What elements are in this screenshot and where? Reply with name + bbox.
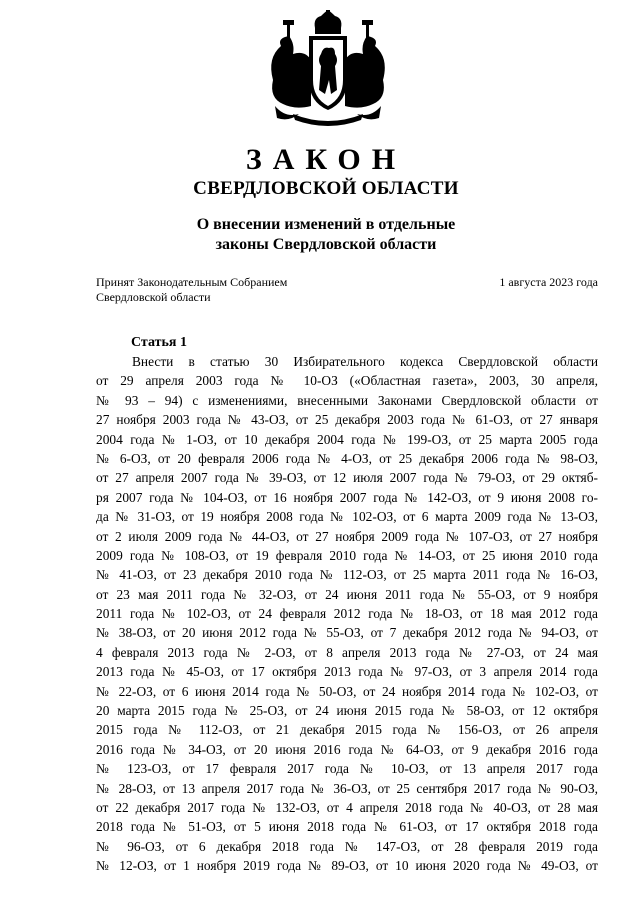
- article-text-line: от 23 мая 2011 года № 32-ОЗ, от 24 июня 2011 года № 55-ОЗ, от 9 ноября: [96, 586, 598, 602]
- article-text-line: 2004 года № 1-ОЗ, от 10 декабря 2004 года № 199-ОЗ, от 25 марта 2005 года: [96, 431, 598, 447]
- adoption-date: 1 августа 2023 года: [499, 275, 598, 289]
- article-text-line: ря 2007 года № 104-ОЗ, от 16 ноября 2007 года № 142-ОЗ, от 9 июня 2008 го-: [96, 489, 598, 505]
- article-text-line: от 22 декабря 2017 года № 132-ОЗ, от 4 апреля 2018 года № 40-ОЗ, от 28 мая: [96, 799, 598, 815]
- article-text-line: 2011 года № 102-ОЗ, от 24 февраля 2012 года № 18-ОЗ, от 18 мая 2012 года: [96, 606, 598, 622]
- article-text-line: № 28-ОЗ, от 13 апреля 2017 года № 36-ОЗ, от 25 сентября 2017 года № 90-ОЗ,: [96, 780, 598, 796]
- article-text-line: № 96-ОЗ, от 6 декабря 2018 года № 147-ОЗ, от 28 февраля 2019 года: [96, 838, 598, 854]
- article-text-line: 2015 года № 112-ОЗ, от 21 декабря 2015 года № 156-ОЗ, от 26 апреля: [96, 722, 598, 738]
- article-text-line: 2009 года № 108-ОЗ, от 19 февраля 2010 года № 14-ОЗ, от 25 июня 2010 года: [96, 547, 598, 563]
- article-text-line: да № 31-ОЗ, от 19 ноября 2008 года № 102-ОЗ, от 6 марта 2009 года № 13-ОЗ,: [96, 509, 598, 525]
- adoption-body: [96, 275, 287, 305]
- article-text-line: 2013 года № 45-ОЗ, от 17 октября 2013 года № 97-ОЗ, от 3 апреля 2014 года: [96, 664, 598, 680]
- article-text-line: № 41-ОЗ, от 23 декабря 2010 года № 112-ОЗ, от 25 марта 2011 года № 16-ОЗ,: [96, 567, 598, 583]
- article-text-line: Внести в статью 30 Избирательного кодекса Свердловской области: [132, 354, 598, 369]
- article-text-line: 27 ноября 2003 года № 43-ОЗ, от 25 декабря 2003 года № 61-ОЗ, от 27 января: [96, 412, 598, 428]
- region-title: СВЕРДЛОВСКОЙ ОБЛАСТИ: [193, 178, 459, 199]
- article-text-line: № 123-ОЗ, от 17 февраля 2017 года № 10-ОЗ, от 13 апреля 2017 года: [96, 761, 598, 777]
- article-text-line: от 29 апреля 2003 года № 10-ОЗ («Областная газета», 2003, 30 апреля,: [96, 373, 598, 389]
- article-text-line: № 93 – 94) с изменениями, внесенными Законами Свердловской области от: [96, 392, 598, 408]
- law-subtitle: [0, 215, 640, 255]
- adoption-line: Принят Законодательным Собранием: [96, 275, 288, 289]
- article-text-line: № 22-ОЗ, от 6 июня 2014 года № 50-ОЗ, от 24 ноября 2014 года № 102-ОЗ, от: [96, 683, 598, 699]
- article-text-line: № 6-ОЗ, от 20 февраля 2006 года № 4-ОЗ, от 25 декабря 2006 года № 98-ОЗ,: [96, 450, 598, 466]
- article-heading: Статья 1: [131, 335, 187, 350]
- document-type-title: ЗАКОН: [245, 143, 407, 176]
- subtitle-line: законы Свердловской области: [215, 236, 437, 253]
- adoption-line: Свердловской области: [96, 290, 211, 304]
- coat-of-arms-emblem: [265, 10, 391, 128]
- article-text-line: № 38-ОЗ, от 20 июня 2012 года № 55-ОЗ, от 7 декабря 2012 года № 94-ОЗ, от: [96, 625, 598, 641]
- article-text-line: 4 февраля 2013 года № 2-ОЗ, от 8 апреля 2013 года № 27-ОЗ, от 24 мая: [96, 644, 598, 660]
- article-text-line: от 27 апреля 2007 года № 39-ОЗ, от 12 июля 2007 года № 79-ОЗ, от 29 октяб-: [96, 470, 598, 486]
- article-text-line: 2018 года № 51-ОЗ, от 5 июня 2018 года № 61-ОЗ, от 17 октября 2018 года: [96, 819, 598, 835]
- article-text-line: 20 марта 2015 года № 25-ОЗ, от 24 июня 2015 года № 58-ОЗ, от 12 октября: [96, 703, 598, 719]
- article-text-line: № 12-ОЗ, от 1 ноября 2019 года № 89-ОЗ, от 10 июня 2020 года № 49-ОЗ, от: [96, 858, 598, 874]
- article-text-line: 2016 года № 34-ОЗ, от 20 июня 2016 года № 64-ОЗ, от 9 декабря 2016 года: [96, 741, 598, 757]
- article-body: [96, 352, 598, 876]
- subtitle-line: О внесении изменений в отдельные: [196, 216, 456, 233]
- article-text-line: от 2 июля 2009 года № 44-ОЗ, от 27 ноября 2009 года № 107-ОЗ, от 27 ноября: [96, 528, 598, 544]
